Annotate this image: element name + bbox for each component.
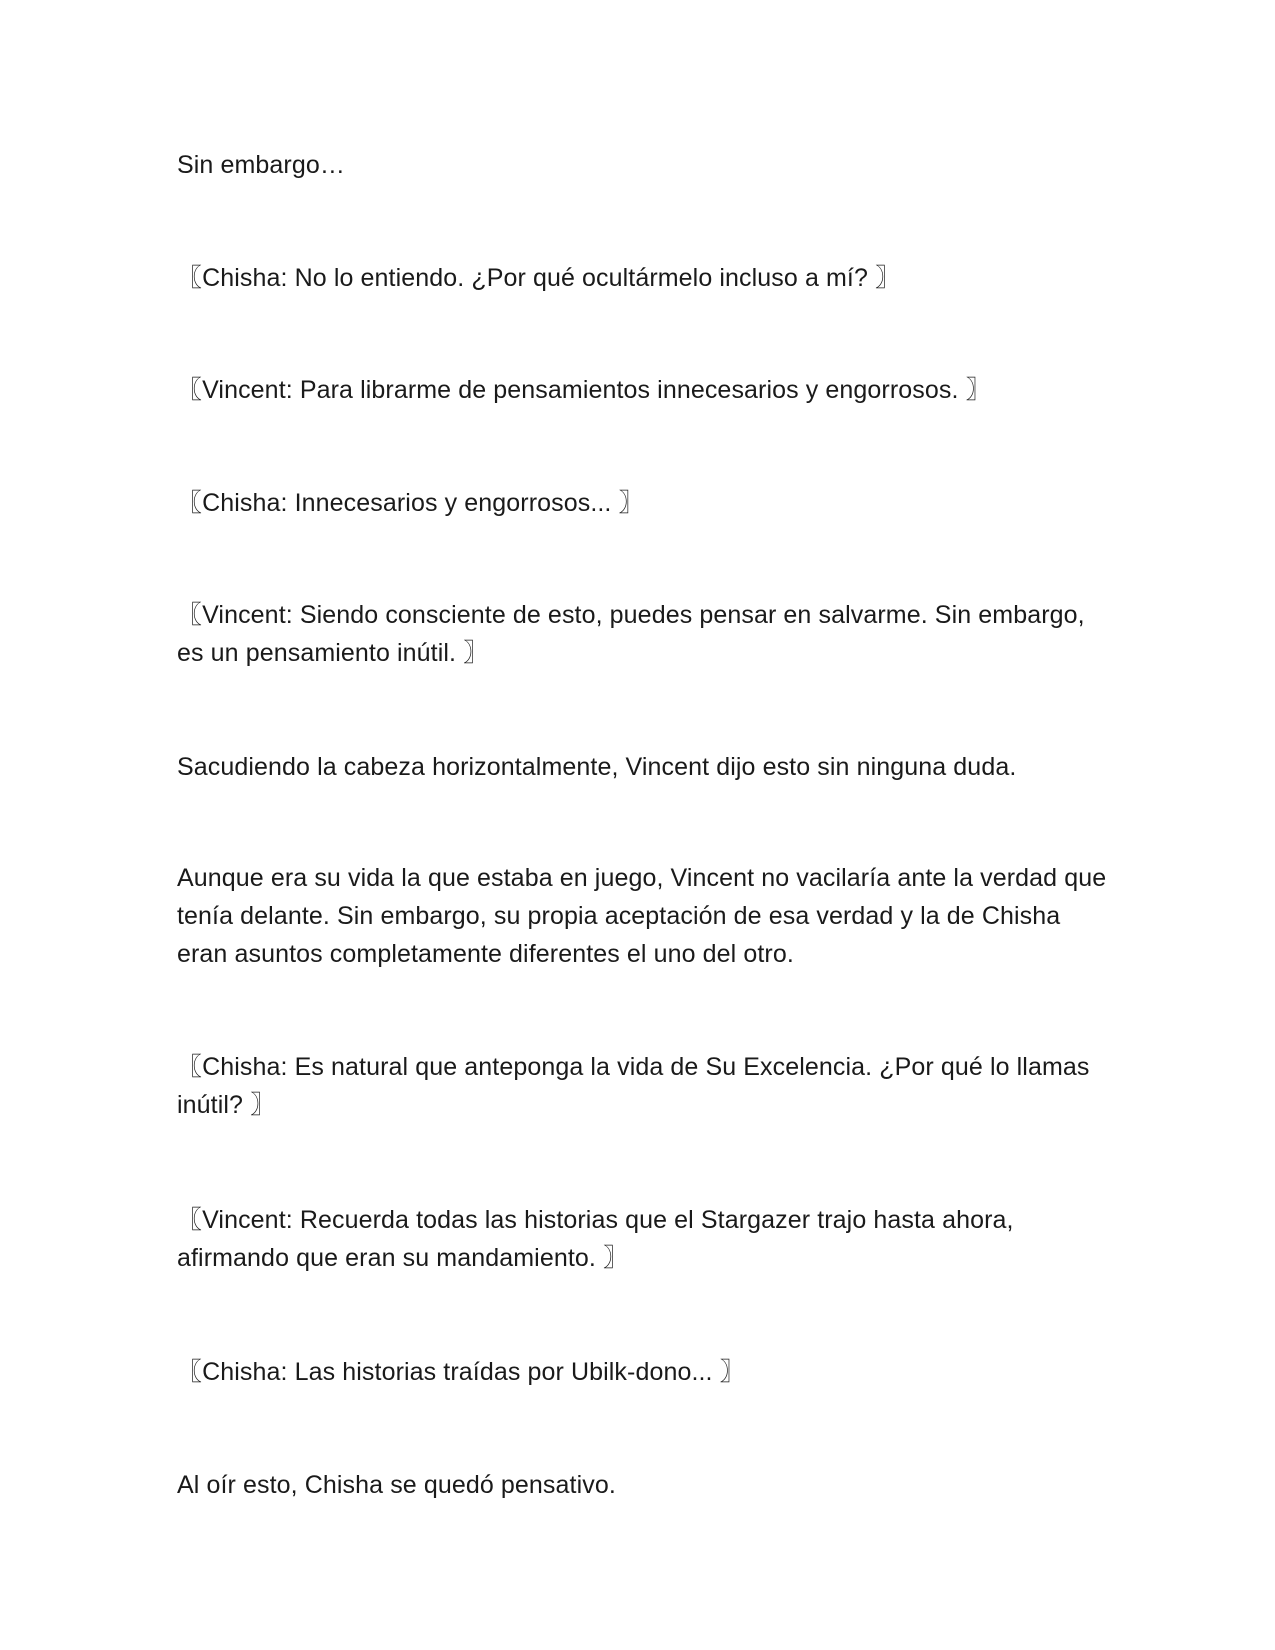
dialogue-line-chisha: 〖Chisha: Innecesarios y engorrosos... 〗: [177, 489, 644, 517]
narration-paragraph: Sin embargo…: [177, 151, 345, 179]
dialogue-line-vincent: 〖Vincent: Siendo consciente de esto, puedes pensar en salvarme. Sin embargo, es un pensamiento inútil. 〗: [177, 601, 1085, 667]
dialogue-line-vincent: 〖Vincent: Para librarme de pensamientos innecesarios y engorrosos. 〗: [177, 376, 991, 404]
narration-paragraph: Sacudiendo la cabeza horizontalmente, Vincent dijo esto sin ninguna duda.: [177, 753, 1017, 781]
dialogue-line-chisha: 〖Chisha: Es natural que anteponga la vida de Su Excelencia. ¿Por qué lo llamas inútil? 〗: [177, 1053, 1090, 1119]
narration-paragraph: Aunque era su vida la que estaba en juego, Vincent no vacilaría ante la verdad que tenía delante. Sin embargo, su propia aceptación de esa verdad y la de Chisha eran asuntos completamente diferentes el uno del otro.: [177, 864, 1107, 968]
dialogue-line-vincent: 〖Vincent: Recuerda todas las historias que el Stargazer trajo hasta ahora, afirmando que eran su mandamiento. 〗: [177, 1206, 1014, 1272]
narration-paragraph: Al oír esto, Chisha se quedó pensativo.: [177, 1471, 616, 1499]
dialogue-line-chisha: 〖Chisha: No lo entiendo. ¿Por qué ocultármelo incluso a mí? 〗: [177, 264, 901, 292]
dialogue-line-chisha: 〖Chisha: Las historias traídas por Ubilk-dono... 〗: [177, 1358, 745, 1386]
